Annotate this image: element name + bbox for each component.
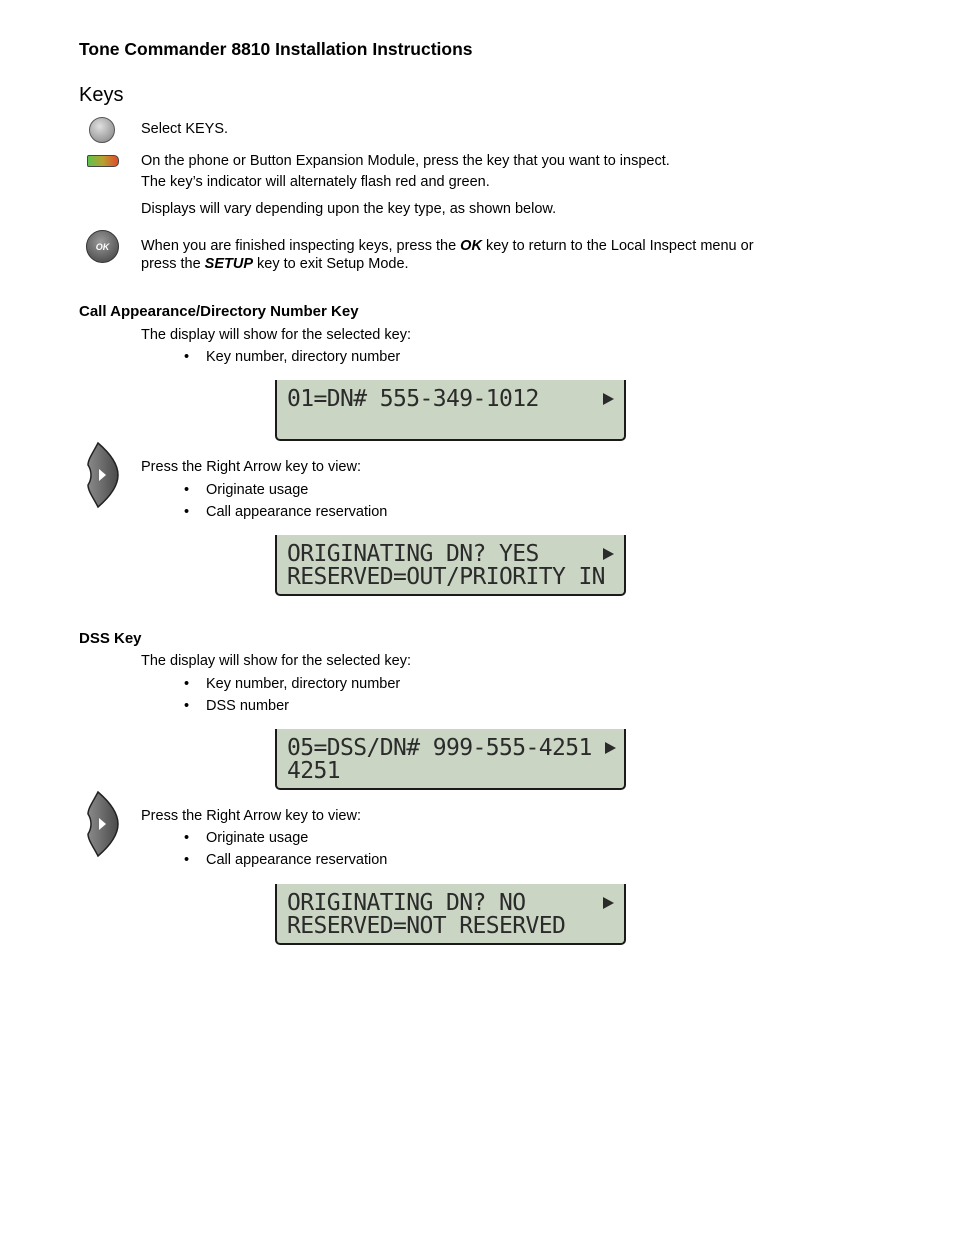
lcd-line-1: ORIGINATING DN? YES [287,541,539,567]
list-item [184,697,290,715]
list-item [184,481,309,499]
list-item-text: Originate usage [206,830,309,846]
lcd-line-1: ORIGINATING DN? NO [287,890,526,916]
bullet-dot: • [184,852,190,868]
document-title: Tone Commander 8810 Installation Instructions [79,39,473,59]
lcd-line-1: 05=DSS/DN# 999-555-4251 [287,735,592,761]
lcd-display-reservation [275,884,626,945]
list-item-text: DSS number [206,698,290,714]
call-appearance-heading: Call Appearance/Directory Number Key [79,303,359,320]
finish-text-mid: key to return to the Local Inspect menu or [481,238,754,254]
lcd-display-dss [275,729,626,790]
keys-button-icon [89,117,115,143]
list-item [184,851,388,869]
bullet-dot: • [184,349,190,365]
list-item-text: Call appearance reservation [206,504,388,520]
lcd-right-arrow-icon [603,548,614,560]
lcd-line-1: 01=DN# 555-349-1012 [287,386,539,412]
dss-intro: The display will show for the selected key: [141,653,411,669]
list-item [184,503,388,521]
lcd-right-arrow-icon [603,897,614,909]
right-arrow-key-icon [84,441,120,509]
finish-text-pre: When you are finished inspecting keys, press the [141,238,461,254]
dss-heading: DSS Key [79,630,142,647]
list-item-text: Originate usage [206,482,309,498]
step-finish-line1 [141,237,754,255]
step-displays-vary: Displays will vary depending upon the key type, as shown below. [141,201,557,217]
indicator-led-icon [87,155,119,167]
ok-key-label: OK [95,241,110,252]
step-select-keys: Select KEYS. [141,121,229,137]
list-item-text: Key number, directory number [206,676,401,692]
section-title: Keys [79,84,124,106]
lcd-line-2: RESERVED=OUT/PRIORITY IN [287,564,605,590]
list-item [184,348,401,366]
bullet-dot: • [184,482,190,498]
finish-text-post: key to exit Setup Mode. [253,256,409,272]
setup-key-name: SETUP [204,256,254,272]
lcd-line-2: RESERVED=NOT RESERVED [287,913,566,939]
bullet-dot: • [184,830,190,846]
finish-text-pre2: press the [141,256,205,272]
list-item-text: Call appearance reservation [206,852,388,868]
list-item-text: Key number, directory number [206,349,401,365]
lcd-right-arrow-icon [603,393,614,405]
lcd-right-arrow-icon [605,742,616,754]
lcd-display-dn [275,380,626,441]
bullet-dot: • [184,698,190,714]
right-arrow-key-icon [84,790,120,858]
ok-key-name: OK [460,238,482,254]
lcd-display-originating [275,535,626,596]
step-press-key-line1: On the phone or Button Expansion Module, press the key that you want to inspect. [141,153,670,169]
list-item [184,675,401,693]
call-appearance-intro: The display will show for the selected key: [141,327,411,343]
ok-key-icon [86,230,119,263]
step-press-key-line2: The key’s indicator will alternately flash red and green. [141,174,490,190]
lcd-line-2: 4251 [287,758,340,784]
bullet-dot: • [184,676,190,692]
step-finish-line2 [141,255,409,273]
list-item [184,829,309,847]
call-appearance-arrow-intro: Press the Right Arrow key to view: [141,459,361,475]
dss-arrow-intro: Press the Right Arrow key to view: [141,808,361,824]
bullet-dot: • [184,504,190,520]
